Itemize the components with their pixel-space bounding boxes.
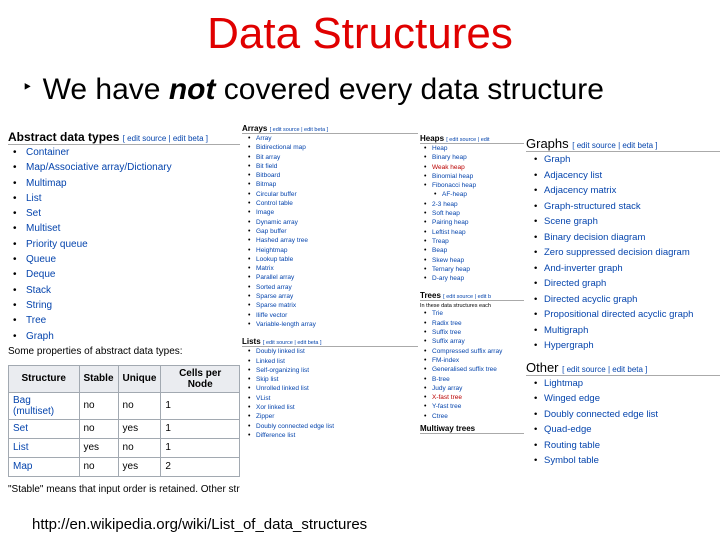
arrays-heading bbox=[242, 122, 418, 134]
table-cell: 2 bbox=[161, 457, 240, 476]
list-item-link[interactable]: • Tree bbox=[8, 313, 240, 328]
list-item-link[interactable]: • 2-3 heap bbox=[420, 200, 524, 209]
table-header-cell: Cells per Node bbox=[161, 365, 240, 392]
list-item-link[interactable]: • Winged edge bbox=[526, 391, 720, 407]
list-item-link[interactable]: • Skew heap bbox=[420, 256, 524, 265]
list-item-link[interactable]: • Doubly connected edge list bbox=[242, 422, 418, 431]
list-item-link[interactable]: • Heightmap bbox=[242, 246, 418, 255]
list-item-link[interactable]: • AF-heap bbox=[420, 190, 524, 199]
list-item-link[interactable]: • Doubly connected edge list bbox=[526, 407, 720, 423]
list-item-link[interactable]: • Trie bbox=[420, 309, 524, 318]
list-item-link[interactable]: • VList bbox=[242, 394, 418, 403]
list-item-link[interactable]: • Bit array bbox=[242, 153, 418, 162]
adt-note: "Stable" means that input order is retained. Other str bbox=[8, 483, 240, 495]
trees-heading bbox=[420, 283, 524, 301]
slide-bullet bbox=[22, 72, 604, 111]
list-item-link[interactable]: • Gap buffer bbox=[242, 227, 418, 236]
list-item-link[interactable]: • Judy array bbox=[420, 384, 524, 393]
list-item-link[interactable]: • Leftist heap bbox=[420, 228, 524, 237]
list-item-link[interactable]: • Y-fast tree bbox=[420, 402, 524, 411]
lists-edit-link[interactable]: [ edit source | edit beta ] bbox=[262, 340, 322, 347]
lists-heading-text: Lists bbox=[242, 337, 261, 347]
list-item-link[interactable]: • Binomial heap bbox=[420, 172, 524, 181]
list-item-link[interactable]: • Deque bbox=[8, 267, 240, 282]
list-item-link[interactable]: • Doubly linked list bbox=[242, 347, 418, 356]
list-item-link[interactable]: • Symbol table bbox=[526, 453, 720, 469]
list-item-link[interactable]: • Matrix bbox=[242, 264, 418, 273]
list-item-link[interactable]: • Ternary heap bbox=[420, 265, 524, 274]
list-item-link[interactable]: • D-ary heap bbox=[420, 274, 524, 283]
list-item-link[interactable]: • X-fast tree bbox=[420, 393, 524, 402]
list-item-link[interactable]: • Sparse matrix bbox=[242, 301, 418, 310]
table-cell: yes bbox=[118, 457, 161, 476]
adt-props-text: Some properties of abstract data types: bbox=[8, 345, 183, 357]
heaps-heading-text: Heaps bbox=[420, 134, 445, 143]
table-body bbox=[9, 392, 240, 476]
list-item-link[interactable]: • Generalised suffix tree bbox=[420, 365, 524, 374]
other-heading-text: Other bbox=[526, 359, 559, 375]
other-edit-link[interactable]: [ edit source | edit beta ] bbox=[562, 364, 648, 374]
list-item-link[interactable]: • Directed graph bbox=[526, 276, 720, 292]
list-item-link[interactable]: • Multigraph bbox=[526, 323, 720, 339]
source-url: http://en.wikipedia.org/wiki/List_of_data_structures bbox=[32, 516, 368, 533]
table-cell-link[interactable]: List bbox=[9, 438, 80, 457]
list-item-link[interactable]: • Dynamic array bbox=[242, 218, 418, 227]
lists-heading bbox=[242, 329, 418, 347]
list-item-link[interactable]: • Graph-structured stack bbox=[526, 199, 720, 215]
table-cell: no bbox=[79, 392, 118, 419]
table-row bbox=[9, 438, 240, 457]
list-item-link[interactable]: • Zero suppressed decision diagram bbox=[526, 245, 720, 261]
bullet-text-post: covered every data structure bbox=[215, 73, 604, 106]
list-item-link[interactable]: • Quad-edge bbox=[526, 422, 720, 438]
slide-title: Data Structures bbox=[207, 9, 513, 58]
list-item-link[interactable]: • Variable-length array bbox=[242, 320, 418, 329]
table-cell: yes bbox=[118, 419, 161, 438]
bullet-marker: ‣ bbox=[22, 77, 33, 97]
list-item-link[interactable]: • Treap bbox=[420, 237, 524, 246]
list-item-link[interactable]: • Priority queue bbox=[8, 237, 240, 252]
arrays-list bbox=[242, 134, 418, 329]
list-item-link[interactable]: • Soft heap bbox=[420, 209, 524, 218]
graphs-edit-link[interactable]: [ edit source | edit beta ] bbox=[572, 141, 658, 150]
trees-heading-text: Trees bbox=[420, 291, 441, 301]
arrays-edit-link[interactable]: [ edit source | edit beta ] bbox=[269, 127, 329, 133]
list-item-link[interactable]: • Graph bbox=[8, 329, 240, 344]
trees-subtext: In these data structures each bbox=[420, 303, 491, 310]
list-item-link[interactable]: • Weak heap bbox=[420, 163, 524, 172]
table-cell-link[interactable]: Map bbox=[9, 457, 80, 476]
list-item-link[interactable]: • FM-index bbox=[420, 356, 524, 365]
arrays-heading-text: Arrays bbox=[242, 124, 268, 133]
list-item-link[interactable]: • Circular buffer bbox=[242, 190, 418, 199]
list-item-link[interactable]: • Adjacency matrix bbox=[526, 183, 720, 199]
bullet-text-pre: We have bbox=[42, 73, 169, 106]
table-row bbox=[9, 392, 240, 419]
list-item-link[interactable]: • List bbox=[8, 191, 240, 206]
adt-heading bbox=[8, 122, 240, 145]
heaps-list bbox=[420, 144, 524, 283]
table-row bbox=[9, 457, 240, 476]
list-item-link[interactable]: • Map/Associative array/Dictionary bbox=[8, 160, 240, 175]
list-item-link[interactable]: • Lightmap bbox=[526, 376, 720, 392]
list-item-link[interactable]: • Skip list bbox=[242, 375, 418, 384]
list-item-link[interactable]: • Xor linked list bbox=[242, 403, 418, 412]
lists-list bbox=[242, 347, 418, 440]
list-item-link[interactable]: • B-tree bbox=[420, 375, 524, 384]
list-item-link[interactable]: • Bitmap bbox=[242, 180, 418, 189]
list-item-link[interactable]: • Binary decision diagram bbox=[526, 230, 720, 246]
list-item-link[interactable]: • Adjacency list bbox=[526, 168, 720, 184]
list-item-link[interactable]: • Queue bbox=[8, 252, 240, 267]
list-item-link[interactable]: • Graph bbox=[526, 152, 720, 168]
table-header-cell: Structure bbox=[9, 365, 80, 392]
trees-list bbox=[420, 309, 524, 421]
list-item-link[interactable]: • Binary heap bbox=[420, 153, 524, 162]
heaps-heading bbox=[420, 122, 524, 144]
list-item-link[interactable]: • Radix tree bbox=[420, 319, 524, 328]
list-item-link[interactable]: • Ctree bbox=[420, 412, 524, 421]
list-item-link[interactable]: • Lookup table bbox=[242, 255, 418, 264]
list-item-link[interactable]: • Suffix tree bbox=[420, 328, 524, 337]
list-item-link[interactable]: • Array bbox=[242, 134, 418, 143]
list-item-link[interactable]: • Stack bbox=[8, 283, 240, 298]
list-item-link[interactable]: • Fibonacci heap bbox=[420, 181, 524, 190]
list-item-link[interactable]: • Propositional directed acyclic graph bbox=[526, 307, 720, 323]
table-header-cell: Stable bbox=[79, 365, 118, 392]
table-cell: 1 bbox=[161, 438, 240, 457]
list-item-link[interactable]: • Bitboard bbox=[242, 171, 418, 180]
graphs-list bbox=[526, 152, 720, 354]
screenshot-graphs-other bbox=[526, 122, 720, 510]
list-item-link[interactable]: • Set bbox=[8, 206, 240, 221]
table-row bbox=[9, 419, 240, 438]
table-cell: no bbox=[118, 392, 161, 419]
adt-edit-link[interactable]: [ edit source | edit beta ] bbox=[122, 134, 208, 143]
list-item-link[interactable]: • Beap bbox=[420, 246, 524, 255]
list-item-link[interactable]: • Control table bbox=[242, 199, 418, 208]
list-item-link[interactable]: • Linked list bbox=[242, 357, 418, 366]
list-item-link[interactable]: • Bidirectional map bbox=[242, 143, 418, 152]
adt-heading-text: Abstract data types bbox=[8, 130, 120, 144]
screenshot-abstract-data-types bbox=[8, 122, 240, 510]
list-item-link[interactable]: • Multiset bbox=[8, 221, 240, 236]
multiway-trees-heading-text: Multiway trees bbox=[420, 424, 476, 434]
table-header-row bbox=[9, 365, 240, 392]
list-item-link[interactable]: • Hypergraph bbox=[526, 338, 720, 354]
multiway-trees-heading bbox=[420, 421, 524, 434]
list-item-link[interactable]: • Scene graph bbox=[526, 214, 720, 230]
other-list bbox=[526, 376, 720, 469]
list-item-link[interactable]: • Sparse array bbox=[242, 292, 418, 301]
list-item-link[interactable]: • String bbox=[8, 298, 240, 313]
list-item-link[interactable]: • Difference list bbox=[242, 431, 418, 440]
list-item-link[interactable]: • Compressed suffix array bbox=[420, 347, 524, 356]
list-item-link[interactable]: • Iliffe vector bbox=[242, 311, 418, 320]
list-item-link[interactable]: • Sorted array bbox=[242, 283, 418, 292]
list-item-link[interactable]: • Self-organizing list bbox=[242, 366, 418, 375]
list-item-link[interactable]: • Image bbox=[242, 208, 418, 217]
table-header-cell: Unique bbox=[118, 365, 161, 392]
table-cell: 1 bbox=[161, 392, 240, 419]
list-item-link[interactable]: • Multimap bbox=[8, 176, 240, 191]
list-item-link[interactable]: • Container bbox=[8, 145, 240, 160]
table-cell: no bbox=[118, 438, 161, 457]
list-item-link[interactable]: • Routing table bbox=[526, 438, 720, 454]
list-item-link[interactable]: • Heap bbox=[420, 144, 524, 153]
table-cell-link[interactable]: Bag (multiset) bbox=[9, 392, 80, 419]
list-item-link[interactable]: • Zipper bbox=[242, 412, 418, 421]
table-cell-link[interactable]: Set bbox=[9, 419, 80, 438]
trees-edit-link[interactable]: [ edit source | edit b bbox=[443, 294, 492, 301]
table-cell: 1 bbox=[161, 419, 240, 438]
list-item-link[interactable]: • Hashed array tree bbox=[242, 236, 418, 245]
table-cell: no bbox=[79, 457, 118, 476]
list-item-link[interactable]: • And-inverter graph bbox=[526, 261, 720, 277]
screenshot-arrays-lists bbox=[242, 122, 418, 510]
list-item-link[interactable]: • Directed acyclic graph bbox=[526, 292, 720, 308]
screenshot-heaps-trees bbox=[420, 122, 524, 510]
list-item-link[interactable]: • Parallel array bbox=[242, 273, 418, 282]
adt-properties-table bbox=[8, 365, 240, 477]
bullet-emphasis: not bbox=[168, 73, 216, 106]
graphs-heading-text: Graphs bbox=[526, 136, 569, 151]
other-heading bbox=[526, 354, 720, 376]
graphs-heading bbox=[526, 122, 720, 152]
list-item-link[interactable]: • Pairing heap bbox=[420, 218, 524, 227]
table-cell: no bbox=[79, 419, 118, 438]
list-item-link[interactable]: • Unrolled linked list bbox=[242, 384, 418, 393]
adt-list bbox=[8, 145, 240, 344]
heaps-edit-link[interactable]: [ edit source | edit bbox=[446, 137, 490, 143]
list-item-link[interactable]: • Bit field bbox=[242, 162, 418, 171]
list-item-link[interactable]: • Suffix array bbox=[420, 337, 524, 346]
table-cell: yes bbox=[79, 438, 118, 457]
